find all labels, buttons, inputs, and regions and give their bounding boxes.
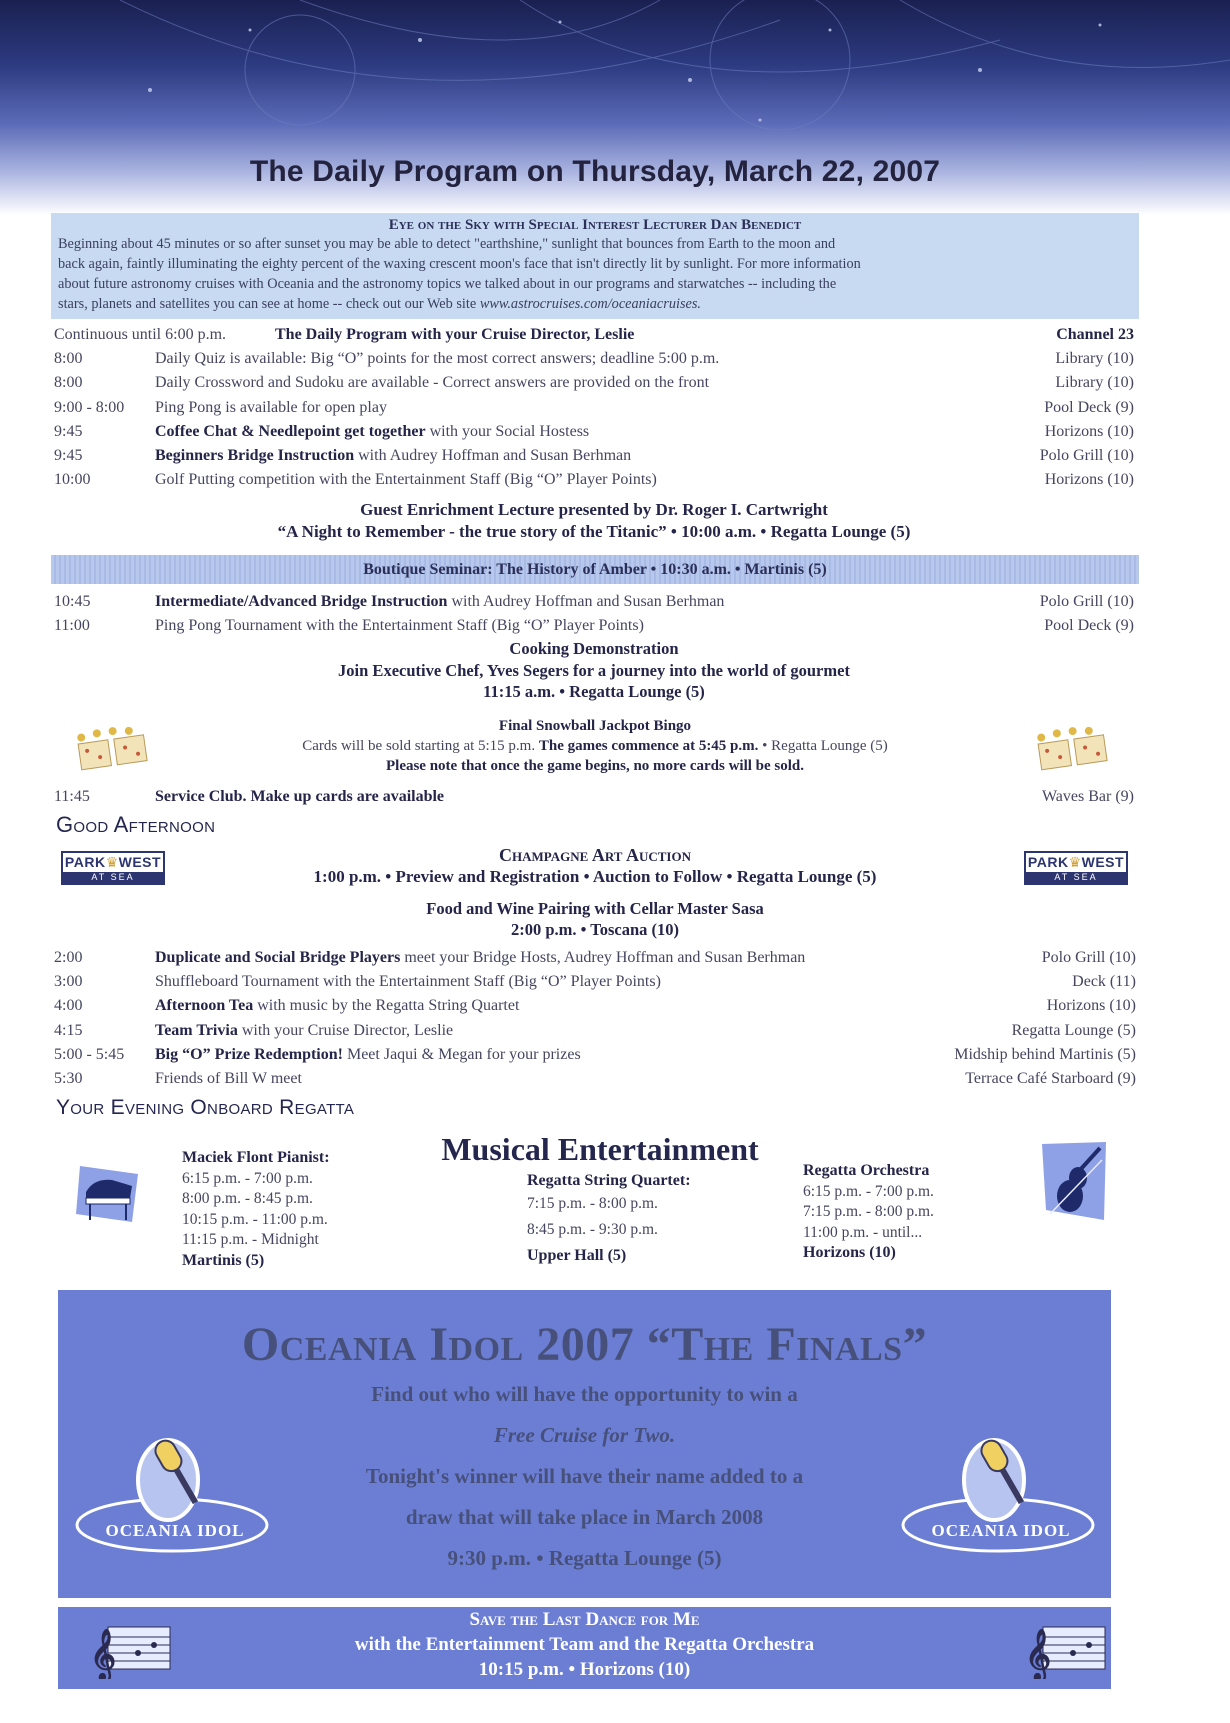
- orchestra-time: 11:00 p.m. - until...: [803, 1223, 923, 1241]
- svg-text:𝄞: 𝄞: [90, 1629, 117, 1679]
- quartet-venue: Upper Hall (5): [527, 1247, 627, 1264]
- row-location: Pool Deck (9): [1044, 617, 1134, 635]
- morning-schedule: [54, 323, 1134, 492]
- schedule-row: [54, 1067, 1136, 1091]
- pianist-time: 10:15 p.m. - 11:00 p.m.: [182, 1210, 328, 1228]
- bingo-commence: The games commence at 5:45 p.m.: [538, 738, 759, 754]
- row-rest: Ping Pong Tournament with the Entertainment Staff (Big “O” Player Points): [155, 617, 644, 635]
- quartet-column: [527, 1171, 691, 1269]
- row-description: [155, 970, 661, 994]
- row-rest: meet your Bridge Hosts, Audrey Hoffman and Susan Berhman: [400, 949, 806, 966]
- music-notes-icon: [88, 1617, 178, 1679]
- orchestra-column: [803, 1161, 934, 1264]
- lecture-block: [54, 499, 1134, 543]
- row-location: Midship behind Martinis (5): [954, 1045, 1136, 1063]
- row-description: [155, 347, 719, 371]
- row-location: Polo Grill (10): [1039, 593, 1134, 610]
- oceania-idol-logo-text: OCEANIA IDOL: [105, 1521, 245, 1540]
- pianist-time: 8:00 p.m. - 8:45 p.m.: [182, 1190, 313, 1207]
- row-time: 11:45: [54, 788, 90, 805]
- park-west-logo-top: [63, 853, 163, 872]
- row-rest: with your Cruise Director, Leslie: [237, 1021, 454, 1039]
- park-west-logo-west: WEST: [118, 854, 162, 870]
- evening-heading: Your Evening Onboard Regatta: [56, 1096, 355, 1119]
- good-afternoon-heading: Good Afternoon: [56, 812, 216, 837]
- row-time: 9:45: [54, 422, 83, 440]
- row-location: Polo Grill (10): [1039, 446, 1134, 464]
- musical-entertainment-title: Musical Entertainment: [441, 1131, 759, 1167]
- eye-on-sky-box: [51, 213, 1139, 319]
- row-bold: Team Trivia: [155, 1021, 238, 1039]
- row-description: [155, 468, 657, 492]
- row-time: 2:00: [54, 949, 83, 966]
- row-location: Horizons (10): [1044, 422, 1134, 440]
- afternoon-schedule: [54, 946, 1136, 1091]
- row-location: Deck (11): [1072, 973, 1136, 991]
- row-bold: Coffee Chat & Needlepoint get together: [155, 422, 426, 440]
- row-location: Library (10): [1055, 350, 1134, 368]
- park-west-logo-bottom: AT SEA: [63, 872, 163, 883]
- row-description: [155, 420, 589, 444]
- park-west-logo: [61, 851, 165, 885]
- row-bold: Big “O” Prize Redemption!: [155, 1045, 343, 1063]
- bingo-line-3: Please note that once the game begins, no more cards will be sold.: [385, 758, 805, 774]
- row-location: Regatta Lounge (5): [1011, 1021, 1136, 1039]
- eye-on-sky-line-2: back again, faintly illuminating the eighty percent of the waxing crescent moon's face that isn't directly lit by sunlight. For more information: [58, 256, 861, 272]
- row-rest: Friends of Bill W meet: [155, 1069, 302, 1087]
- auction-block: [180, 844, 1010, 888]
- oceania-idol-logo-text: OCEANIA IDOL: [931, 1521, 1071, 1540]
- row-time: 4:15: [54, 1021, 83, 1039]
- dance-line-2: with the Entertainment Team and the Regatta Orchestra: [354, 1634, 815, 1655]
- pianist-venue: Martinis (5): [182, 1251, 265, 1269]
- wine-line-1: Food and Wine Pairing with Cellar Master Sasa: [426, 899, 764, 918]
- park-west-logo-bottom: AT SEA: [1026, 872, 1126, 883]
- schedule-row: [54, 347, 1134, 371]
- auction-line-2: 1:00 p.m. • Preview and Registration • Auction to Follow • Regatta Lounge (5): [313, 867, 877, 886]
- park-west-logo-park: PARK: [64, 854, 106, 870]
- cooking-line-2: Join Executive Chef, Yves Segers for a journey into the world of gourmet: [338, 660, 850, 680]
- row-description: [155, 371, 709, 395]
- eye-on-sky-line-4-text: stars, planets and satellites you can see at home -- check out our Web site: [58, 296, 477, 312]
- row-location: Terrace Café Starboard (9): [965, 1069, 1136, 1087]
- wine-line-2: 2:00 p.m. • Toscana (10): [510, 920, 680, 939]
- boutique-seminar-band: Boutique Seminar: The History of Amber • 10:30 a.m. • Martinis (5): [51, 555, 1139, 584]
- idol-line-1: Find out who will have the opportunity to win a: [371, 1382, 798, 1406]
- row-location: Library (10): [1055, 374, 1134, 392]
- bingo-title: Final Snowball Jackpot Bingo: [498, 718, 692, 734]
- cooking-line-1: Cooking Demonstration: [509, 639, 679, 658]
- idol-title: Oceania Idol 2007 “The Finals”: [241, 1318, 928, 1371]
- row-location: Channel 23: [1056, 326, 1134, 343]
- music-notes-icon: [1023, 1617, 1113, 1679]
- pianist-column: [182, 1148, 330, 1271]
- row-description: [155, 1043, 581, 1067]
- late-morning-schedule: [54, 590, 1134, 638]
- schedule-row: [54, 946, 1136, 970]
- row-location: Waves Bar (9): [1041, 788, 1134, 805]
- schedule-row: [54, 614, 1134, 638]
- park-west-logo-park: PARK: [1027, 854, 1069, 870]
- row-time: 8:00: [54, 374, 83, 392]
- row-time: Continuous until 6:00 p.m.: [54, 326, 227, 343]
- schedule-row: [54, 444, 1134, 468]
- row-time: 5:30: [54, 1069, 83, 1087]
- park-west-logo-west: WEST: [1081, 854, 1125, 870]
- park-west-logo: [1024, 851, 1128, 885]
- row-time: 9:00 - 8:00: [54, 398, 125, 416]
- bingo-venue: • Regatta Lounge (5): [762, 738, 888, 754]
- schedule-row: [54, 468, 1134, 492]
- schedule-row: [54, 970, 1136, 994]
- row-rest: Golf Putting competition with the Entertainment Staff (Big “O” Player Points): [155, 471, 657, 489]
- eye-on-sky-line-3: about future astronomy cruises with Oceania and the astronomy topics we talked about in our programs and starwatches -- including the: [58, 276, 837, 292]
- row-bold: Service Club. Make up cards are available: [155, 788, 445, 805]
- svg-text:𝄞: 𝄞: [1025, 1629, 1052, 1679]
- row-time: 5:00 - 5:45: [54, 1045, 125, 1063]
- row-time: 8:00: [54, 350, 83, 368]
- eye-on-sky-line-4: [58, 294, 1132, 314]
- pianist-time: 6:15 p.m. - 7:00 p.m.: [182, 1169, 313, 1187]
- quartet-time: 8:45 p.m. - 9:30 p.m.: [527, 1221, 658, 1238]
- row-rest: Meet Jaqui & Megan for your prizes: [342, 1045, 581, 1063]
- row-rest: with Audrey Hoffman and Susan Berhman: [447, 593, 725, 610]
- oceania-idol-panel: [58, 1290, 1111, 1598]
- pianist-time: 11:15 p.m. - Midnight: [182, 1231, 319, 1248]
- bingo-cards-icon: [1030, 725, 1120, 775]
- row-location: Horizons (10): [1044, 471, 1134, 489]
- row-location: Polo Grill (10): [1041, 949, 1136, 966]
- row-rest: with your Social Hostess: [425, 422, 590, 440]
- row-time: 9:45: [54, 446, 83, 464]
- row-rest: with music by the Regatta String Quartet: [253, 997, 520, 1015]
- idol-line-5: 9:30 p.m. • Regatta Lounge (5): [447, 1546, 722, 1570]
- row-rest: Ping Pong is available for open play: [155, 398, 387, 416]
- row-bold: The Daily Program with your Cruise Director, Leslie: [275, 326, 635, 343]
- eye-on-sky-heading: Eye on the Sky with Special Interest Lecturer Dan Benedict: [388, 217, 802, 233]
- violin-icon: [1038, 1140, 1110, 1224]
- row-description: [275, 323, 634, 347]
- orchestra-time: 7:15 p.m. - 8:00 p.m.: [803, 1203, 934, 1220]
- idol-line-4: draw that will take place in March 2008: [405, 1505, 764, 1529]
- row-rest: Daily Quiz is available: Big “O” points for the most correct answers; deadline 5:00 p.m.: [155, 350, 720, 368]
- row-description: [155, 614, 644, 638]
- row-description: [155, 994, 519, 1018]
- cooking-line-3: 11:15 a.m. • Regatta Lounge (5): [483, 682, 705, 701]
- orchestra-name: Regatta Orchestra: [803, 1162, 930, 1179]
- schedule-row: [54, 590, 1134, 614]
- row-description: [155, 946, 805, 970]
- quartet-time: 7:15 p.m. - 8:00 p.m.: [527, 1195, 658, 1212]
- idol-line-3: Tonight's winner will have their name added to a: [365, 1464, 804, 1488]
- schedule-row: [54, 420, 1134, 444]
- crown-icon: ♛: [1068, 854, 1082, 870]
- row-time: 4:00: [54, 997, 83, 1015]
- schedule-row: [54, 1019, 1136, 1043]
- bingo-cards-icon: [70, 725, 160, 775]
- schedule-row: [54, 396, 1134, 420]
- page-title: The Daily Program on Thursday, March 22, 2007: [249, 155, 941, 188]
- last-dance-panel: [58, 1607, 1111, 1689]
- schedule-row: [54, 785, 1134, 809]
- cooking-block: [54, 638, 1134, 703]
- dance-line-3: 10:15 p.m. • Horizons (10): [478, 1659, 691, 1680]
- schedule-row: [54, 323, 1134, 347]
- quartet-name: Regatta String Quartet:: [527, 1172, 691, 1189]
- schedule-row: [54, 371, 1134, 395]
- eye-on-sky-line-1: Beginning about 45 minutes or so after sunset you may be able to detect "earthshine," sunlight that bounces from Earth to the moon and: [58, 236, 836, 252]
- bingo-cards-sold: Cards will be sold starting at 5:15 p.m.: [302, 738, 536, 754]
- row-bold: Afternoon Tea: [155, 997, 254, 1015]
- bingo-line-2: [180, 736, 1010, 756]
- row-description: [155, 396, 387, 420]
- row-description: [155, 590, 724, 614]
- pianist-name: Maciek Flont Pianist:: [182, 1149, 330, 1166]
- row-description: [155, 444, 631, 468]
- idol-line-2: Free Cruise for Two.: [493, 1423, 676, 1447]
- row-time: 3:00: [54, 973, 83, 991]
- row-rest: Daily Crossword and Sudoku are available - Correct answers are provided on the front: [155, 374, 710, 392]
- orchestra-venue: Horizons (10): [803, 1244, 896, 1261]
- row-location: Horizons (10): [1046, 997, 1136, 1015]
- schedule-row: [54, 1043, 1136, 1067]
- dance-title: Save the Last Dance for Me: [469, 1609, 700, 1630]
- lecture-line-2: “A Night to Remember - the true story of the Titanic” • 10:00 a.m. • Regatta Lounge (5): [277, 522, 911, 541]
- lecture-line-1: Guest Enrichment Lecture presented by Dr. Roger I. Cartwright: [360, 500, 828, 519]
- row-rest: Shuffleboard Tournament with the Entertainment Staff (Big “O” Player Points): [155, 973, 661, 991]
- row-bold: Beginners Bridge Instruction: [155, 446, 355, 464]
- park-west-logo-top: [1026, 853, 1126, 872]
- row-description: [155, 1019, 453, 1043]
- row-rest: with Audrey Hoffman and Susan Berhman: [354, 446, 632, 464]
- crown-icon: ♛: [105, 854, 119, 870]
- bingo-block: [180, 716, 1010, 776]
- row-time: 11:00: [54, 617, 90, 635]
- row-description: [155, 1067, 302, 1091]
- schedule-row: [54, 994, 1136, 1018]
- row-bold: Intermediate/Advanced Bridge Instruction: [155, 593, 448, 610]
- orchestra-time: 6:15 p.m. - 7:00 p.m.: [803, 1182, 934, 1200]
- wine-block: [180, 898, 1010, 940]
- row-time: 10:00: [54, 471, 91, 489]
- row-bold: Duplicate and Social Bridge Players: [155, 949, 401, 966]
- row-location: Pool Deck (9): [1044, 398, 1134, 416]
- astro-website-url: www.astrocruises.com/oceaniacruises.: [479, 296, 702, 312]
- service-club-row: [54, 785, 1134, 809]
- row-time: 10:45: [54, 593, 91, 610]
- auction-title: Champagne Art Auction: [499, 845, 691, 865]
- piano-icon: [74, 1164, 146, 1228]
